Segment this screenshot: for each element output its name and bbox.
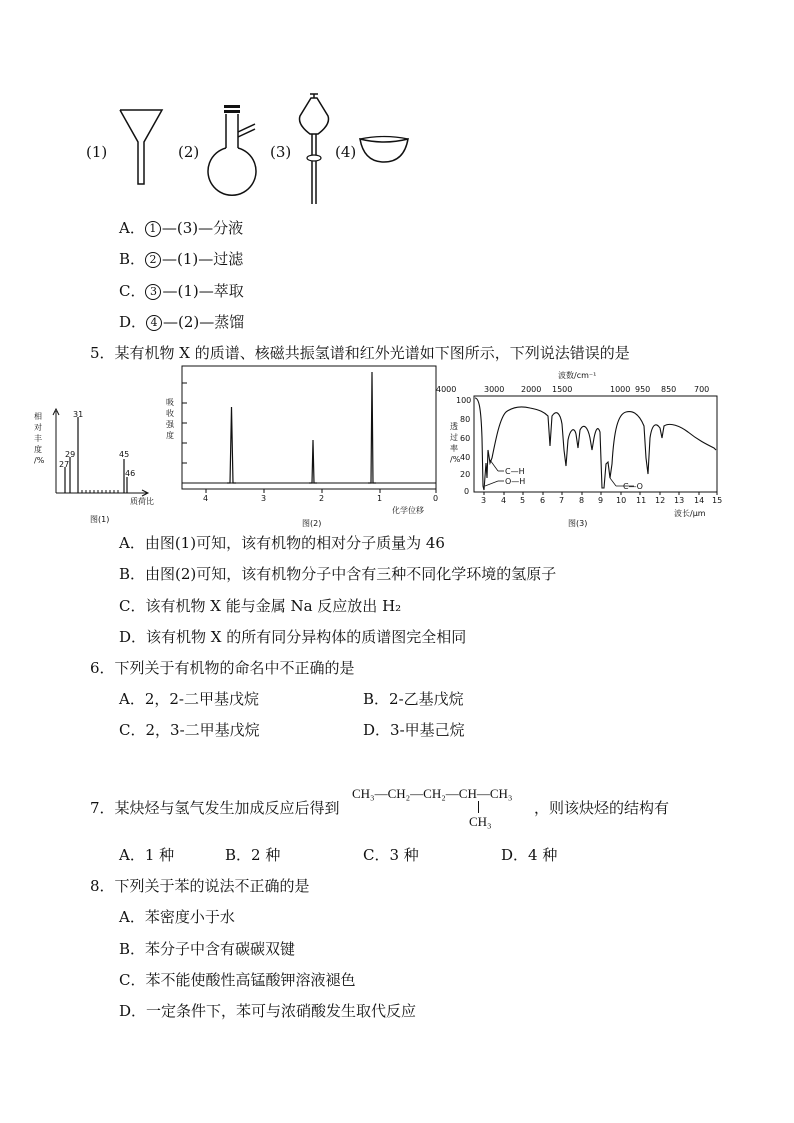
q7-structural-formula-branch: CH₃ <box>469 814 492 829</box>
fig2-tick: 2 <box>319 494 325 503</box>
ir-annotation-co: C—O <box>623 482 643 491</box>
evaporating-dish-icon <box>358 134 410 168</box>
q4-option-d[interactable]: D． 4 —(2)—蒸馏 <box>119 313 245 331</box>
fig2-frame <box>182 366 436 489</box>
fig3-x-tick: 3 <box>481 496 487 505</box>
nmr-peak-2.1 <box>309 440 317 483</box>
fig3-x-tick: 6 <box>540 496 546 505</box>
fig3-top-label: 波数/cm⁻¹ <box>558 371 597 380</box>
q8-option-b[interactable]: B．苯分子中含有碳碳双键 <box>119 940 296 958</box>
peak-label: 45 <box>119 450 130 459</box>
circled-number: 2 <box>145 252 161 268</box>
fig3-y-tick: 60 <box>460 434 471 443</box>
apparatus-label-3: (3) <box>270 143 292 161</box>
fig1-ylabel-char: 相 <box>34 412 42 421</box>
fig3-y-tick: 80 <box>460 415 471 424</box>
fig3-ylabel-char: 率 <box>450 444 458 453</box>
fig1-ylabel-char: 对 <box>34 423 42 432</box>
q4-option-c[interactable]: C． 3 —(1)—萃取 <box>119 282 244 300</box>
funnel-icon <box>118 108 168 188</box>
fig2-ylabel-char: 吸 <box>166 398 174 407</box>
q8-option-d[interactable]: D．一定条件下，苯可与浓硝酸发生取代反应 <box>119 1002 417 1020</box>
q5-stem: 5．某有机物 X 的质谱、核磁共振氢谱和红外光谱如下图所示，下列说法错误的是 <box>90 344 630 362</box>
separatory-funnel-icon <box>296 92 336 207</box>
fig3-top-tick: 4000 <box>436 385 457 394</box>
ir-spectrum-figure <box>436 368 728 533</box>
fig3-x-tick: 9 <box>598 496 604 505</box>
q5-option-a[interactable]: A．由图(1)可知，该有机物的相对分子质量为 46 <box>119 534 445 552</box>
q6-option-a[interactable]: A．2，2-二甲基戊烷 <box>119 690 259 708</box>
ir-annotation-ch: C—H <box>505 467 525 476</box>
circled-number: 3 <box>145 284 161 300</box>
fig1-ylabel-char: /% <box>34 456 45 465</box>
q6-option-d[interactable]: D．3-甲基己烷 <box>363 721 465 739</box>
fig2-tick: 3 <box>261 494 267 503</box>
fig2-tick: 0 <box>433 494 439 503</box>
fig3-x-tick: 13 <box>674 496 685 505</box>
fig3-y-tick: 40 <box>460 453 471 462</box>
q5-option-c[interactable]: C．该有机物 X 能与金属 Na 反应放出 H₂ <box>119 597 402 615</box>
q7-formula-bond <box>478 801 479 813</box>
fig3-top-tick: 700 <box>694 385 710 394</box>
q6-option-c[interactable]: C．2，3-二甲基戊烷 <box>119 721 260 739</box>
fig3-xlabel: 波长/μm <box>674 509 706 518</box>
circled-number: 1 <box>145 221 161 237</box>
fig3-x-tick: 8 <box>579 496 585 505</box>
peak-label: 27 <box>59 460 70 469</box>
distillation-flask-icon <box>205 104 265 196</box>
q8-stem: 8．下列关于苯的说法不正确的是 <box>90 877 310 895</box>
fig3-x-tick: 14 <box>694 496 705 505</box>
fig3-x-tick: 5 <box>520 496 526 505</box>
fig1-caption: 图(1) <box>90 515 110 524</box>
q8-option-a[interactable]: A．苯密度小于水 <box>119 908 235 926</box>
apparatus-label-2: (2) <box>178 143 200 161</box>
peak-label: 31 <box>73 410 84 419</box>
fig3-y-tick: 20 <box>460 470 471 479</box>
circled-number: 4 <box>146 315 162 331</box>
fig3-x-tick: 15 <box>712 496 723 505</box>
fig1-xlabel: 质荷比 <box>130 497 154 506</box>
fig2-caption: 图(2) <box>302 519 322 528</box>
ir-annotation-oh: O—H <box>505 477 526 486</box>
fig3-x-tick: 10 <box>616 496 627 505</box>
fig3-top-tick: 2000 <box>521 385 542 394</box>
fig3-x-tick: 12 <box>655 496 666 505</box>
q7-stem-before: 7．某炔烃与氢气发生加成反应后得到 <box>90 799 340 817</box>
fig2-ylabel-char: 度 <box>166 431 174 440</box>
fig2-tick: 4 <box>203 494 209 503</box>
q7-option-b[interactable]: B．2 种 <box>225 846 281 864</box>
fig3-x-tick: 11 <box>636 496 647 505</box>
q5-option-d[interactable]: D．该有机物 X 的所有同分异构体的质谱图完全相同 <box>119 628 467 646</box>
fig3-caption: 图(3) <box>568 519 588 528</box>
peak-label: 46 <box>125 469 136 478</box>
q4-option-a[interactable]: A． 1 —(3)—分液 <box>119 219 244 237</box>
fig3-top-tick: 1000 <box>610 385 631 394</box>
peak-label: 29 <box>65 450 76 459</box>
fig3-x-tick: 4 <box>501 496 507 505</box>
fig1-ylabel-char: 度 <box>34 445 42 454</box>
fig3-top-tick: 950 <box>635 385 651 394</box>
fig3-ylabel-char: 透 <box>450 422 458 431</box>
q7-structural-formula-main: CH₃—CH₂—CH₂—CH—CH₃ <box>352 786 513 801</box>
fig3-top-tick: 850 <box>661 385 677 394</box>
q7-option-c[interactable]: C．3 种 <box>363 846 419 864</box>
nmr-spectrum-figure <box>160 363 450 533</box>
q4-option-b[interactable]: B． 2 —(1)—过滤 <box>119 250 244 268</box>
fig2-ylabel-char: 收 <box>166 409 174 418</box>
q7-stem-after: ，则该炔烃的结构有 <box>534 799 670 817</box>
q5-option-b[interactable]: B．由图(2)可知，该有机物分子中含有三种不同化学环境的氢原子 <box>119 565 557 583</box>
apparatus-label-4: (4) <box>335 143 357 161</box>
q6-option-b[interactable]: B．2-乙基戊烷 <box>363 690 464 708</box>
fig3-y-tick: 0 <box>464 487 470 496</box>
q7-option-d[interactable]: D．4 种 <box>501 846 558 864</box>
fig1-ylabel-char: 丰 <box>34 434 42 443</box>
q6-stem: 6．下列关于有机物的命名中不正确的是 <box>90 659 355 677</box>
fig3-x-tick: 7 <box>559 496 565 505</box>
mass-spectrum-figure <box>30 405 160 530</box>
apparatus-label-1: (1) <box>86 143 108 161</box>
fig2-xlabel: 化学位移 <box>392 506 424 515</box>
nmr-peak-3.6 <box>227 407 236 483</box>
fig3-ylabel-char: /% <box>450 455 461 464</box>
nmr-peak-1.2 <box>368 372 376 483</box>
fig3-top-tick: 1500 <box>552 385 573 394</box>
fig2-tick: 1 <box>377 494 383 503</box>
fig2-ylabel-char: 强 <box>166 420 174 429</box>
q8-option-c[interactable]: C．苯不能使酸性高锰酸钾溶液褪色 <box>119 971 356 989</box>
fig3-y-tick: 100 <box>456 396 472 405</box>
fig3-ylabel-char: 过 <box>450 433 458 442</box>
fig3-top-tick: 3000 <box>484 385 505 394</box>
q7-option-a[interactable]: A．1 种 <box>119 846 175 864</box>
